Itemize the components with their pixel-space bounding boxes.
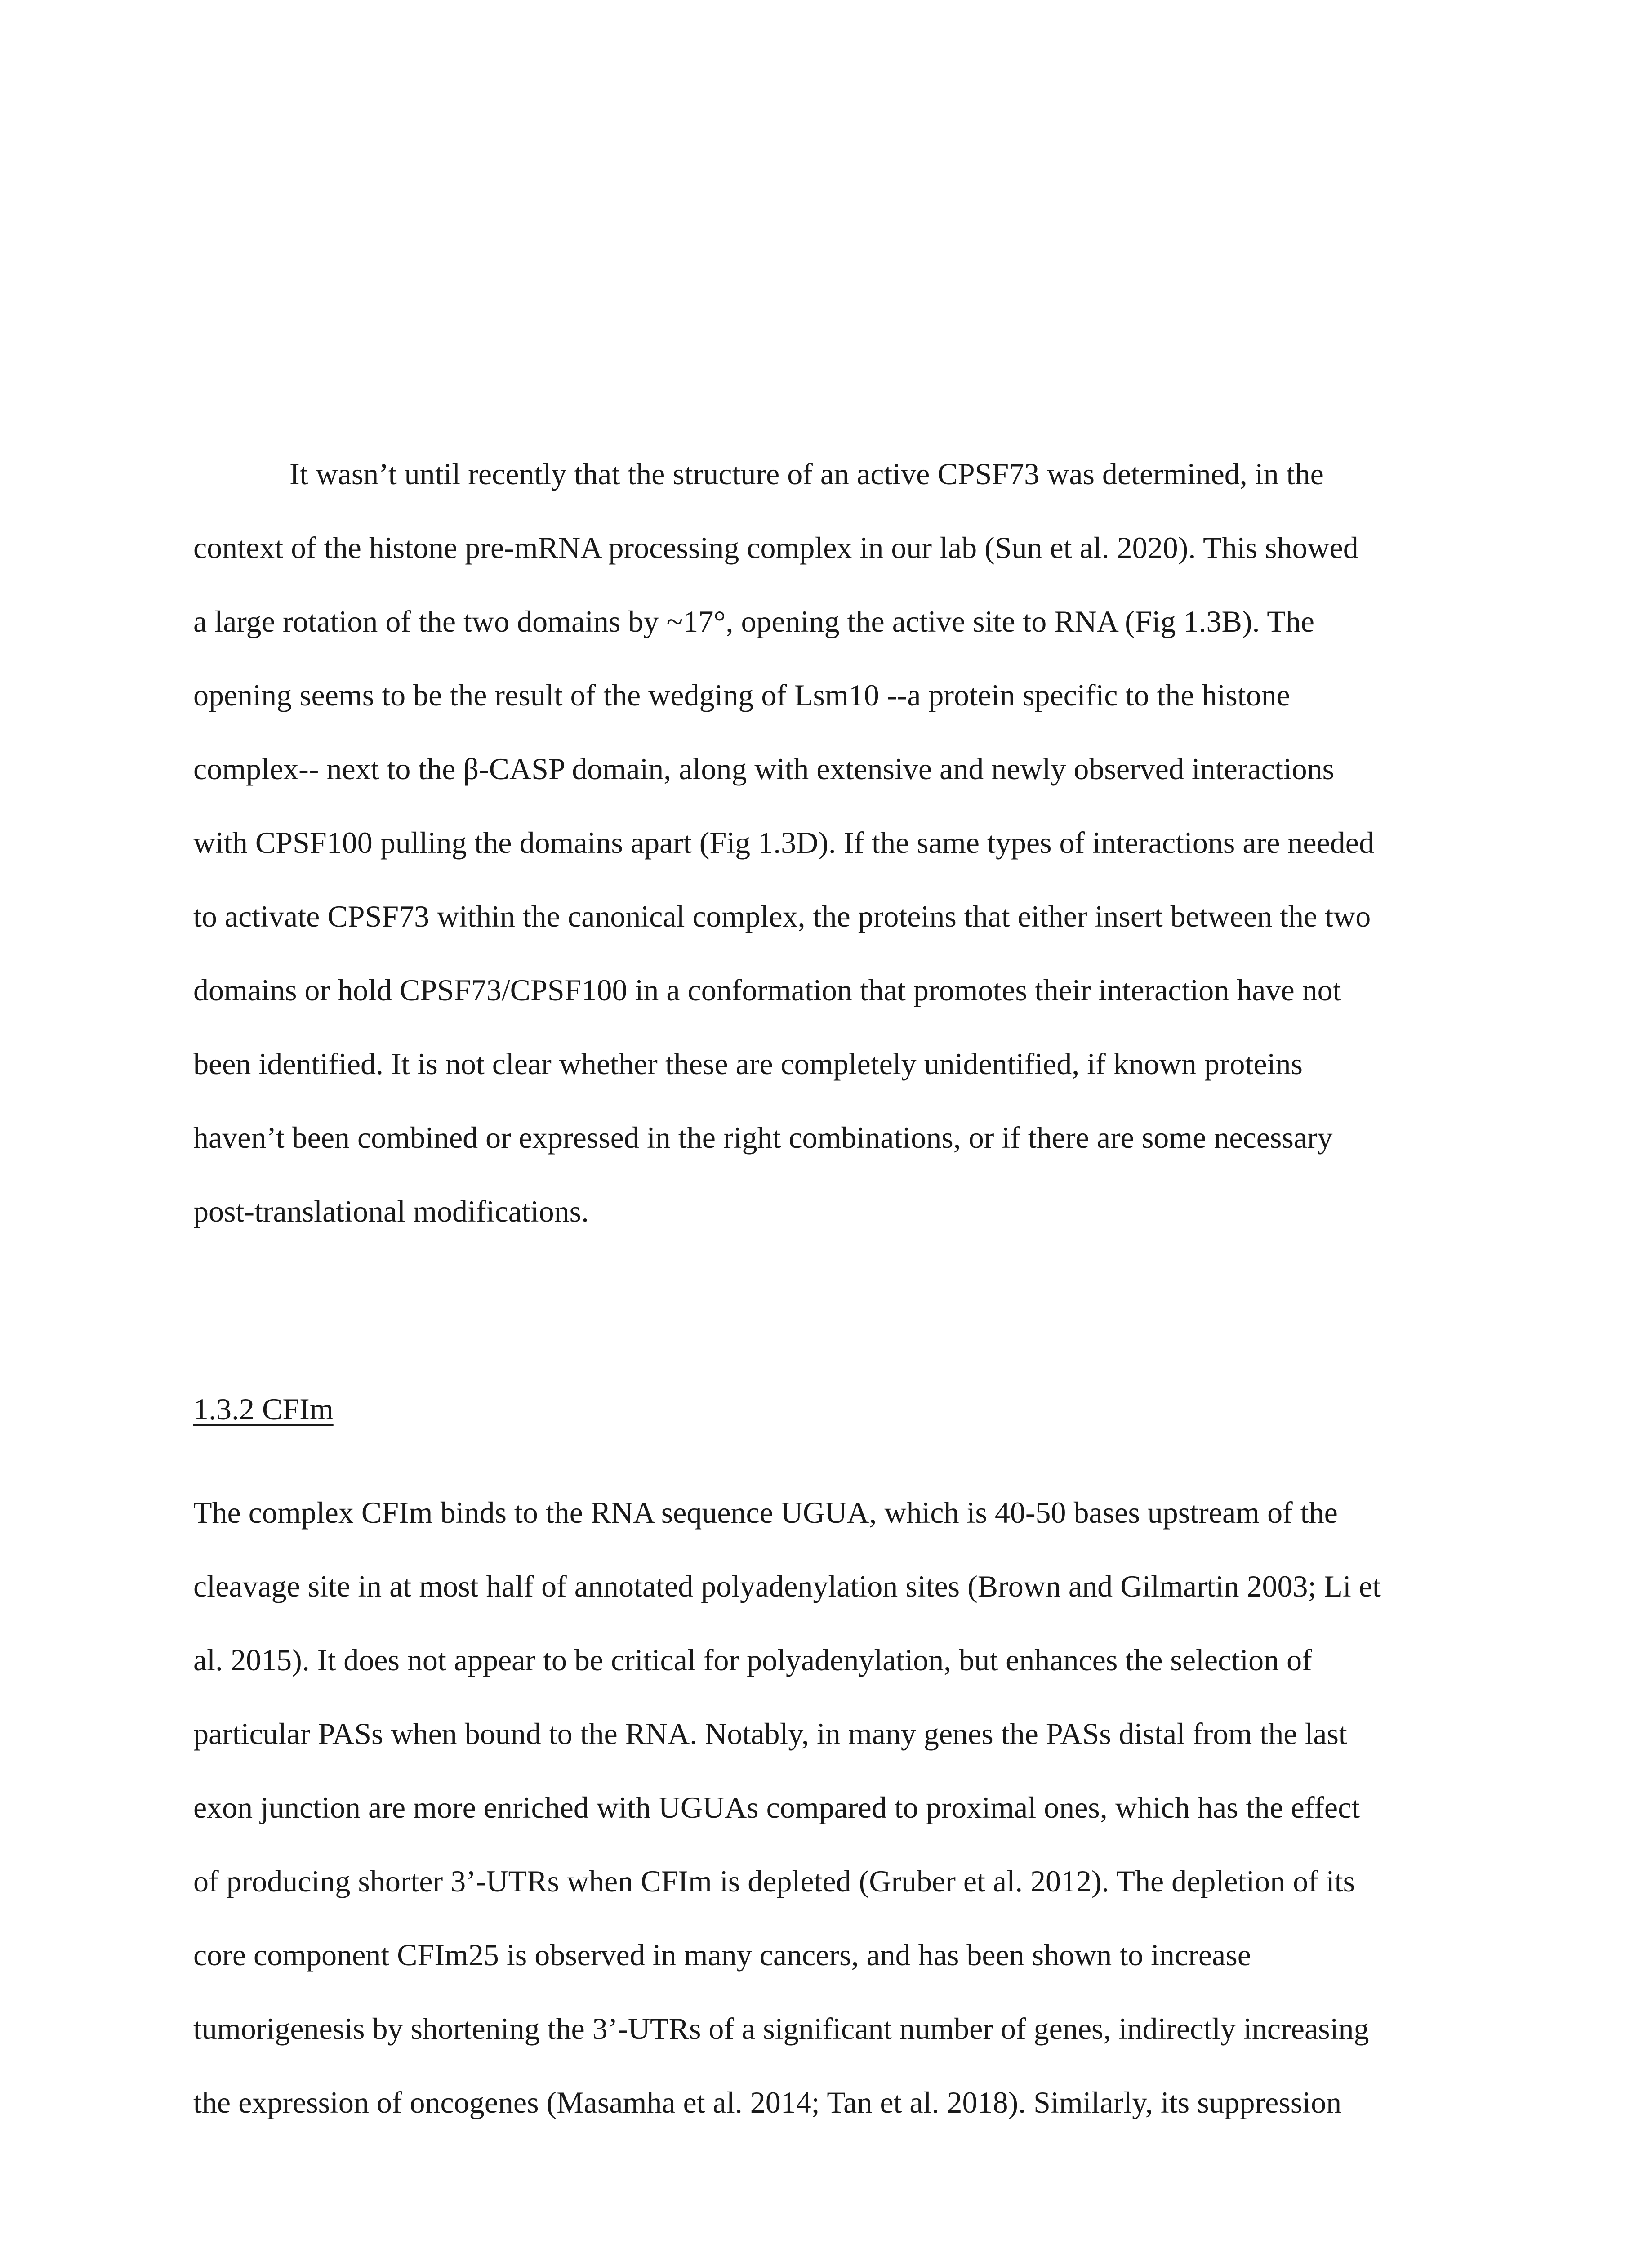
paragraph-line: core component CFIm25 is observed in many cancers, and has been shown to increase (193, 1938, 1251, 1972)
paragraph-line: cleavage site in at most half of annotated polyadenylation sites (Brown and Gilmartin 2003; Li et (193, 1569, 1381, 1603)
paragraph-line: with CPSF100 pulling the domains apart (Fig 1.3D). If the same types of interactions are needed (193, 825, 1374, 860)
paragraph-line: of producing shorter 3’-UTRs when CFIm is depleted (Gruber et al. 2012). The depletion of its (193, 1864, 1355, 1898)
section-heading: 1.3.2 CFIm (193, 1392, 334, 1426)
paragraph-line: haven’t been combined or expressed in the right combinations, or if there are some necessary (193, 1120, 1333, 1155)
paragraph-line: the expression of oncogenes (Masamha et al. 2014; Tan et al. 2018). Similarly, its suppression (193, 2085, 1342, 2119)
paragraph-line: tumorigenesis by shortening the 3’-UTRs of a significant number of genes, indirectly increasing (193, 2012, 1369, 2046)
paragraph-line: domains or hold CPSF73/CPSF100 in a conformation that promotes their interaction have not (193, 973, 1341, 1007)
paragraph-line: been identified. It is not clear whether these are completely unidentified, if known proteins (193, 1047, 1303, 1081)
paragraph-line: context of the histone pre-mRNA processing complex in our lab (Sun et al. 2020). This showed (193, 531, 1358, 565)
paragraph-line: exon junction are more enriched with UGUAs compared to proximal ones, which has the effect (193, 1790, 1360, 1824)
paragraph-line: It wasn’t until recently that the structure of an active CPSF73 was determined, in the (289, 457, 1324, 491)
paragraph-line: post-translational modifications. (193, 1194, 589, 1228)
paragraph-line: al. 2015). It does not appear to be critical for polyadenylation, but enhances the selection of (193, 1643, 1312, 1677)
paragraph-line: particular PASs when bound to the RNA. Notably, in many genes the PASs distal from the last (193, 1717, 1347, 1751)
paragraph-line: The complex CFIm binds to the RNA sequence UGUA, which is 40-50 bases upstream of the (193, 1495, 1338, 1530)
paragraph-line: opening seems to be the result of the wedging of Lsm10 --a protein specific to the histone (193, 678, 1290, 712)
paragraph-line: complex-- next to the β-CASP domain, along with extensive and newly observed interactions (193, 752, 1335, 786)
paragraph-line: a large rotation of the two domains by ~17°, opening the active site to RNA (Fig 1.3B). The (193, 604, 1314, 638)
paragraph-line: to activate CPSF73 within the canonical complex, the proteins that either insert between the two (193, 899, 1371, 933)
